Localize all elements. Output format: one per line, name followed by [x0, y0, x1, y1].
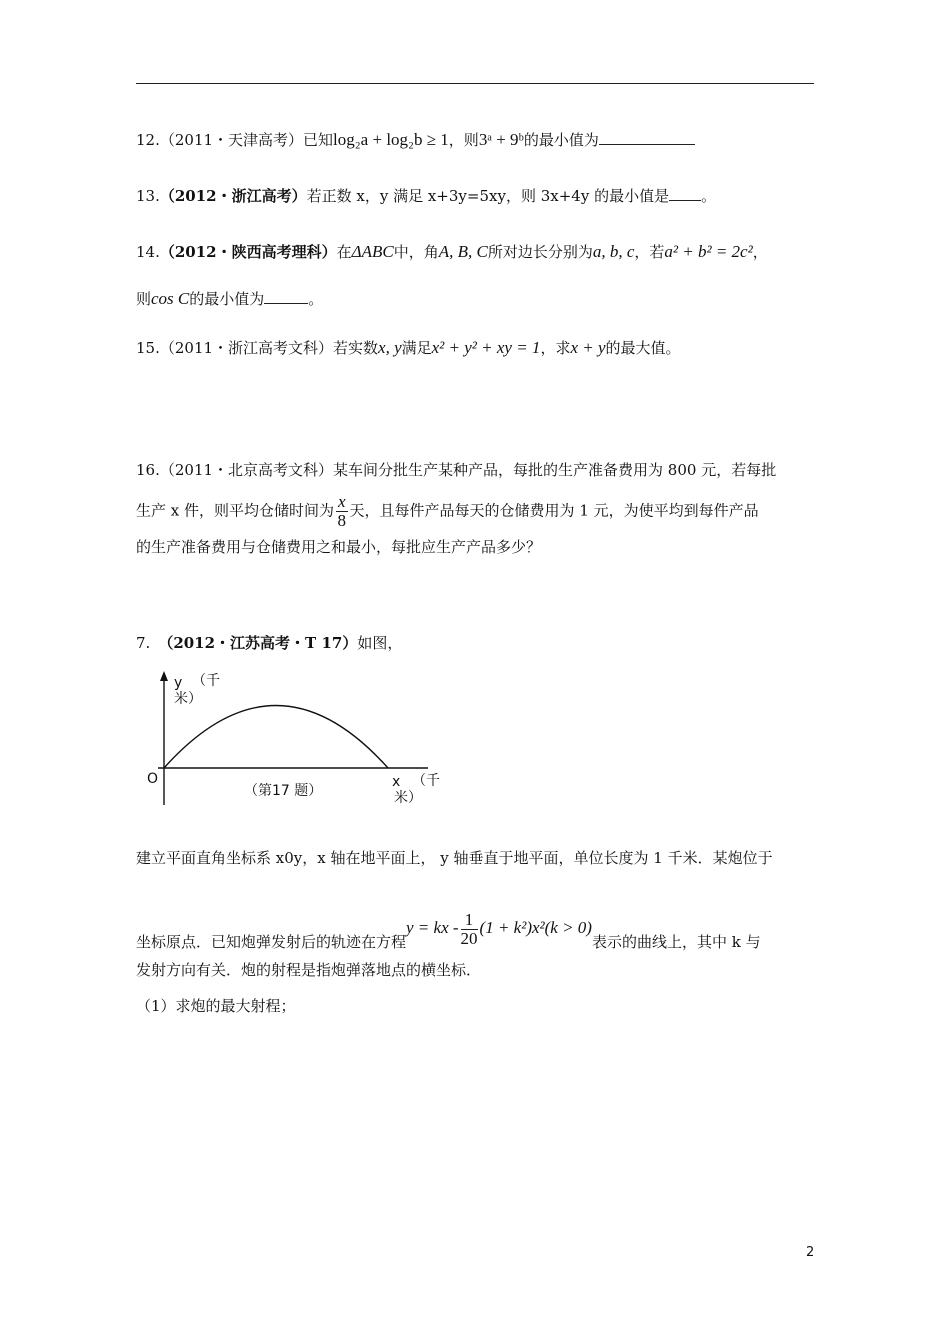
question-source: （2012・陕西高考理科） [159, 243, 337, 261]
y-axis-arrow [160, 671, 168, 681]
figure-caption: （第17 题） [244, 783, 323, 799]
question-7-para1: 建立平面直角坐标系 x0y，x 轴在地平面上， y 轴垂直于地平面，单位长度为 1 千米．某炮位于 [136, 849, 773, 867]
question-12: 12.（2011・天津高考）已知log₂a + log₂b ≥ 1，则3ᵃ + 9ᵇ的最小值为 [136, 129, 695, 151]
page-number: 2 [806, 1245, 815, 1260]
question-7-para3: 发射方向有关．炮的射程是指炮弹落地点的横坐标． [136, 961, 482, 979]
origin-label: O [147, 771, 159, 787]
fraction-one-over-twenty: $\frac{1}{20}$ [460, 909, 478, 948]
question-16-line3: 的生产准备费用与仓储费用之和最小，每批应生产产品多少？ [136, 538, 542, 556]
trajectory-curve [164, 706, 388, 769]
math-expression: 3ᵃ + 9ᵇ [478, 130, 524, 149]
answer-blank [264, 289, 308, 304]
answer-blank [669, 186, 701, 201]
question-7: 7. （2012・江苏高考・T 17）如图， [136, 634, 403, 652]
question-7-sub1: （1）求炮的最大射程； [136, 997, 296, 1015]
question-14-line2: 则cos C的最小值为 。 [136, 289, 324, 308]
math-log-condition: log₂a + log₂b ≥ 1 [333, 130, 449, 149]
y-axis-unit-2: 米） [174, 691, 202, 707]
question-15: 15.（2011・浙江高考文科）若实数x, y满足x² + y² + xy = 1，求x + y的最大值。 [136, 338, 681, 357]
equation: y = kx - $\frac{1}{20}$ (1 + k²)x²(k > 0) [406, 909, 592, 948]
question-7-para2: 坐标原点．已知炮弹发射后的轨迹在方程y = kx - $\frac{1}{20}$ (1 + k²)x²(k > 0)表示的曲线上，其中 k 与 [136, 909, 761, 951]
question-13: 13.（2012・浙江高考）若正数 x，y 满足 x+3y=5xy，则 3x+4y 的最小值是 。 [136, 187, 717, 205]
x-axis-label: x [392, 774, 401, 790]
question-16-line2: 生产 x 件，则平均仓储时间为 $\frac{x}{8}$ 天，且每件产品每天的仓储费用为 1 元，为使平均到每件产品 [136, 492, 759, 530]
trajectory-figure [136, 665, 466, 815]
header-rule [136, 83, 814, 84]
question-16-line1: 16.（2011・北京高考文科）某车间分批生产某种产品，每批的生产准备费用为 800 元，若每批 [136, 461, 777, 479]
question-source: （2012・浙江高考） [159, 187, 307, 205]
fraction-x-over-8: $\frac{x}{8}$ [337, 492, 347, 530]
answer-blank [599, 130, 695, 145]
x-axis-unit: （千 [412, 773, 440, 789]
x-axis-unit-2: 米） [394, 790, 422, 806]
question-source: （2012・江苏高考・T 17） [158, 634, 358, 652]
y-axis-unit: （千 [192, 673, 220, 689]
question-14: 14.（2012・陕西高考理科）在ΔABC中，角A, B, C所对边长分别为a, b, c，若a² + b² = 2c²， [136, 242, 768, 261]
y-axis-label: y [174, 675, 183, 691]
